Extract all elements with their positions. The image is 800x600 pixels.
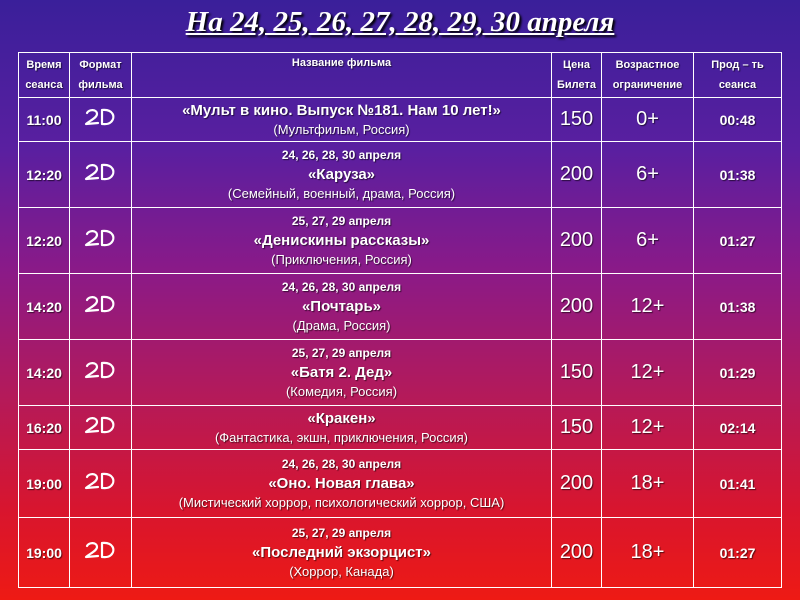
film-genre: (Драма, Россия) <box>292 318 391 333</box>
session-time: 14:20 <box>19 274 70 340</box>
film-info <box>132 142 552 208</box>
header-format <box>70 53 132 98</box>
header-format-line1: Формат <box>79 59 122 71</box>
age-rating: 12+ <box>602 406 694 450</box>
film-genre: (Мистический хоррор, психологический хоррор, США) <box>178 495 505 510</box>
header-duration-line1: Прод – ть <box>711 59 764 71</box>
format-cell <box>70 98 132 142</box>
session-duration: 01:27 <box>694 518 782 588</box>
header-time-line1: Время <box>26 59 62 71</box>
2d-format-icon <box>83 162 119 182</box>
film-dates: 24, 26, 28, 30 апреля <box>281 280 402 294</box>
header-age <box>602 53 694 98</box>
session-time: 16:20 <box>19 406 70 450</box>
session-duration: 01:38 <box>694 274 782 340</box>
ticket-price: 200 <box>552 142 602 208</box>
film-dates: 24, 26, 28, 30 апреля <box>281 457 402 471</box>
session-duration: 02:14 <box>694 406 782 450</box>
film-genre: (Приключения, Россия) <box>271 252 412 267</box>
header-duration-line2: сеанса <box>718 79 757 91</box>
film-genre: (Комедия, Россия) <box>285 384 398 399</box>
film-title: «Почтарь» <box>301 298 382 315</box>
film-genre: (Мультфильм, Россия) <box>273 121 410 137</box>
header-time <box>19 53 70 98</box>
2d-format-icon <box>83 228 119 248</box>
schedule-row <box>19 518 782 588</box>
page-title: На 24, 25, 26, 27, 28, 29, 30 апреля <box>185 6 615 38</box>
schedule-row <box>19 208 782 274</box>
2d-format-icon <box>83 415 119 435</box>
2d-format-icon <box>83 540 119 560</box>
format-cell <box>70 142 132 208</box>
film-title: «Оно. Новая глава» <box>268 475 415 492</box>
film-info <box>132 98 552 142</box>
ticket-price: 200 <box>552 518 602 588</box>
schedule-row <box>19 450 782 518</box>
session-time: 19:00 <box>19 518 70 588</box>
schedule-row <box>19 142 782 208</box>
film-info <box>132 274 552 340</box>
header-age-line2: ограничение <box>612 79 683 91</box>
header-row <box>19 53 782 98</box>
header-price <box>552 53 602 98</box>
session-time: 19:00 <box>19 450 70 518</box>
film-dates: 25, 27, 29 апреля <box>291 346 392 360</box>
film-info <box>132 518 552 588</box>
header-price-line1: Цена <box>562 59 591 71</box>
format-cell <box>70 274 132 340</box>
age-rating: 6+ <box>602 142 694 208</box>
header-format-line2: фильма <box>78 79 123 91</box>
format-cell <box>70 406 132 450</box>
session-time: 11:00 <box>19 98 70 142</box>
session-time: 14:20 <box>19 340 70 406</box>
header-time-line2: сеанса <box>25 79 63 91</box>
session-time: 12:20 <box>19 208 70 274</box>
film-info <box>132 406 552 450</box>
2d-format-icon <box>83 294 119 314</box>
film-title: «Денискины рассказы» <box>253 232 430 249</box>
film-title: «Батя 2. Дед» <box>290 364 393 381</box>
film-info <box>132 340 552 406</box>
film-genre: (Фантастика, экшн, приключения, Россия) <box>214 429 469 445</box>
film-title: «Мульт в кино. Выпуск №181. Нам 10 лет!» <box>182 101 501 119</box>
header-name-text: Название фильма <box>291 57 392 69</box>
film-dates: 25, 27, 29 апреля <box>291 214 392 228</box>
schedule-row <box>19 98 782 142</box>
header-price-line2: Билета <box>557 79 596 91</box>
2d-format-icon <box>83 107 119 127</box>
format-cell <box>70 450 132 518</box>
schedule-table <box>18 52 782 588</box>
format-cell <box>70 340 132 406</box>
film-title: «Каруза» <box>307 166 376 183</box>
schedule-row <box>19 274 782 340</box>
session-duration: 01:29 <box>694 340 782 406</box>
film-info <box>132 450 552 518</box>
session-duration: 00:48 <box>694 98 782 142</box>
header-film-name <box>132 53 552 98</box>
film-title: «Последний экзорцист» <box>252 544 431 561</box>
session-duration: 01:27 <box>694 208 782 274</box>
film-genre: (Семейный, военный, драма, Россия) <box>227 186 456 201</box>
ticket-price: 150 <box>552 98 602 142</box>
film-dates: 25, 27, 29 апреля <box>291 526 392 540</box>
age-rating: 12+ <box>602 274 694 340</box>
age-rating: 18+ <box>602 518 694 588</box>
session-time: 12:20 <box>19 142 70 208</box>
2d-format-icon <box>83 471 119 491</box>
film-title: «Кракен» <box>307 409 376 427</box>
format-cell <box>70 518 132 588</box>
ticket-price: 200 <box>552 274 602 340</box>
format-cell <box>70 208 132 274</box>
film-dates: 24, 26, 28, 30 апреля <box>281 148 402 162</box>
film-info <box>132 208 552 274</box>
age-rating: 18+ <box>602 450 694 518</box>
ticket-price: 200 <box>552 208 602 274</box>
age-rating: 6+ <box>602 208 694 274</box>
ticket-price: 150 <box>552 340 602 406</box>
session-duration: 01:38 <box>694 142 782 208</box>
age-rating: 0+ <box>602 98 694 142</box>
session-duration: 01:41 <box>694 450 782 518</box>
header-duration <box>694 53 782 98</box>
film-genre: (Хоррор, Канада) <box>289 564 394 579</box>
2d-format-icon <box>83 360 119 380</box>
ticket-price: 150 <box>552 406 602 450</box>
age-rating: 12+ <box>602 340 694 406</box>
schedule-row <box>19 406 782 450</box>
header-age-line1: Возрастное <box>615 59 680 71</box>
schedule-row <box>19 340 782 406</box>
ticket-price: 200 <box>552 450 602 518</box>
